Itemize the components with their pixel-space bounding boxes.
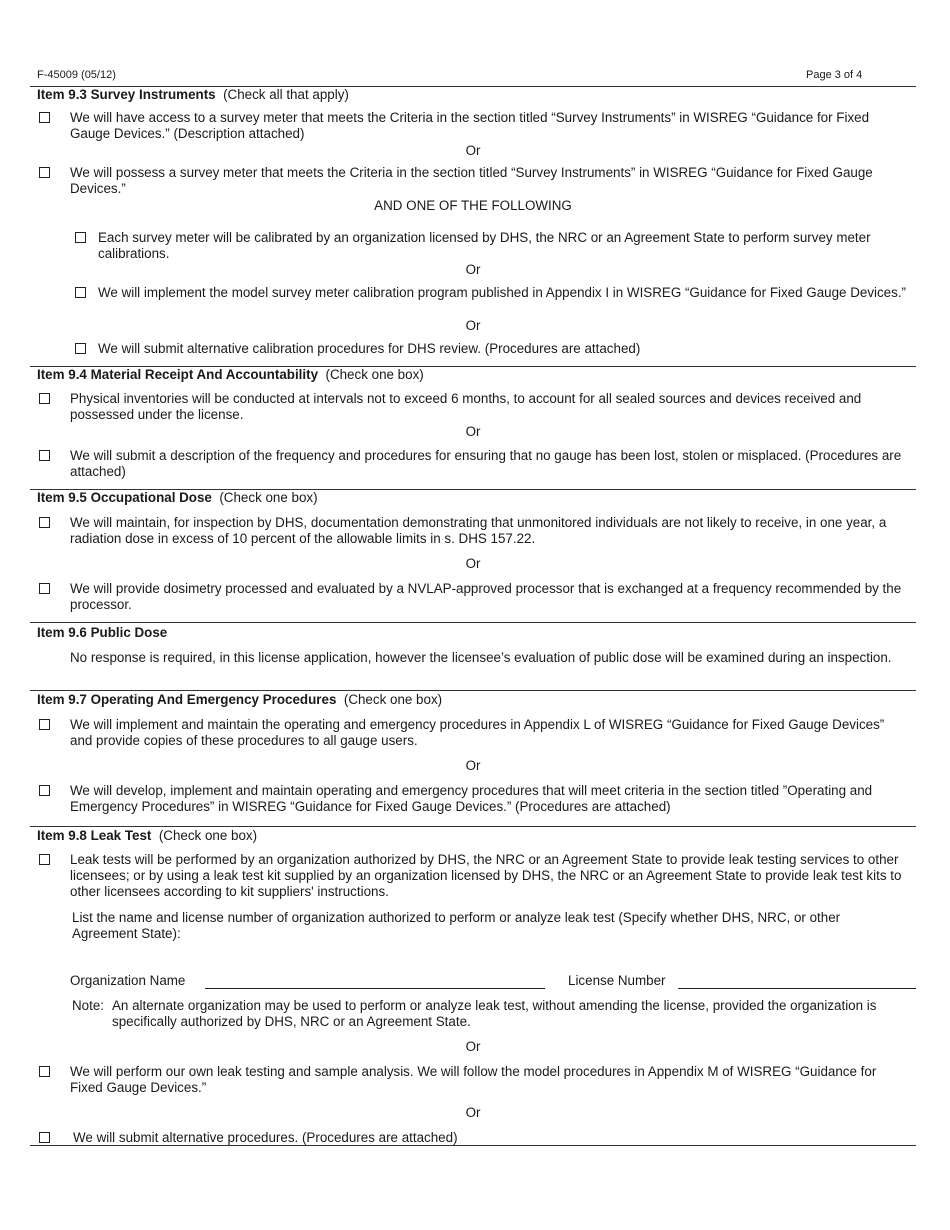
item-9-3-sub-3-checkbox[interactable] <box>75 343 86 354</box>
item-9-8-title: Item 9.8 Leak Test <box>37 828 152 843</box>
item-9-4-heading <box>37 367 424 383</box>
item-9-4-option-1-text: Physical inventories will be conducted at intervals not to exceed 6 months, to account for all sealed sources and devices received and possessed under the license. <box>70 391 862 422</box>
item-9-7-title: Item 9.7 Operating And Emergency Procedures <box>37 692 337 707</box>
leak-test-instructions: List the name and license number of organization authorized to perform or analyze leak test (Specify whether DHS, NRC, or other Agreement State): <box>72 910 841 941</box>
item-9-7-option-1-text: We will implement and maintain the operating and emergency procedures in Appendix L of WISREG “Guidance for Fixed Gauge Devices” and provide copies of these procedures to all gauge users. <box>70 717 885 748</box>
item-9-4-option-1-checkbox[interactable] <box>39 393 50 404</box>
item-9-3-option-1-checkbox[interactable] <box>39 112 50 123</box>
item-9-3-option-1-text: We will have access to a survey meter that meets the Criteria in the section titled “Survey Instruments” in WISREG “Guidance for Fixed Gauge Devices.” (Description attached) <box>70 110 870 141</box>
item-9-7-heading <box>37 692 442 708</box>
item-9-5-note: (Check one box) <box>219 490 318 505</box>
item-9-4-title: Item 9.4 Material Receipt And Accountability <box>37 367 319 382</box>
item-9-7-option-2-text: We will develop, implement and maintain operating and emergency procedures that will meet criteria in the section titled ”Operating and Emergency Procedures” in WISREG “Guidance for Fixed Gauge Devices.” (Procedures are attached) <box>70 783 873 814</box>
form-id: F-45009 (05/12) <box>37 69 116 81</box>
and-one-of-following: AND ONE OF THE FOLLOWING <box>374 198 572 213</box>
or-separator: Or <box>465 1039 481 1054</box>
item-9-6-heading <box>37 625 167 641</box>
item-9-3-sub-2-text: We will implement the model survey meter calibration program published in Appendix I in WISREG “Guidance for Fixed Gauge Devices.” <box>98 285 907 300</box>
item-9-3-note: (Check all that apply) <box>223 87 349 102</box>
organization-name-field[interactable] <box>205 988 545 989</box>
item-9-8-heading <box>37 828 257 844</box>
item-9-7-option-2-checkbox[interactable] <box>39 785 50 796</box>
license-number-label: License Number <box>568 973 666 988</box>
item-9-8-option-1-checkbox[interactable] <box>39 854 50 865</box>
item-9-8-option-1-text: Leak tests will be performed by an organization authorized by DHS, the NRC or an Agreement State to provide leak testing services to other licensees; or by using a leak test kit supplied by an organization licensed by DHS, the NRC or an Agreement State to provide leak test kits to other licensees according to kit suppliers' instructions. <box>70 852 902 899</box>
item-9-8-option-3-checkbox[interactable] <box>39 1132 50 1143</box>
item-9-5-title: Item 9.5 Occupational Dose <box>37 490 212 505</box>
item-9-6-text: No response is required, in this license application, however the licensee’s evaluation of public dose will be examined during an inspection. <box>70 650 892 665</box>
divider <box>30 826 916 827</box>
or-separator: Or <box>465 424 481 439</box>
or-separator: Or <box>465 758 481 773</box>
item-9-4-option-2-checkbox[interactable] <box>39 450 50 461</box>
item-9-3-option-2-checkbox[interactable] <box>39 167 50 178</box>
item-9-7-option-1-checkbox[interactable] <box>39 719 50 730</box>
divider <box>30 690 916 691</box>
item-9-3-sub-1-text: Each survey meter will be calibrated by an organization licensed by DHS, the NRC or an Agreement State to perform survey meter calibrations. <box>98 230 871 261</box>
or-separator: Or <box>465 556 481 571</box>
item-9-5-option-1-text: We will maintain, for inspection by DHS, documentation demonstrating that unmonitored individuals are not likely to receive, in one year, a radiation dose in excess of 10 percent of the allowable limits in s. DHS 157.22. <box>70 515 887 546</box>
item-9-8-option-2-checkbox[interactable] <box>39 1066 50 1077</box>
item-9-3-title: Item 9.3 Survey Instruments <box>37 87 216 102</box>
item-9-8-option-2-text: We will perform our own leak testing and sample analysis. We will follow the model procedures in Appendix M of WISREG “Guidance for Fixed Gauge Devices.” <box>70 1064 877 1095</box>
item-9-5-option-2-checkbox[interactable] <box>39 583 50 594</box>
item-9-4-note: (Check one box) <box>325 367 424 382</box>
or-separator: Or <box>465 1105 481 1120</box>
or-separator: Or <box>465 262 481 277</box>
item-9-3-sub-1-checkbox[interactable] <box>75 232 86 243</box>
license-number-field[interactable] <box>678 988 916 989</box>
item-9-5-option-2-text: We will provide dosimetry processed and evaluated by a NVLAP-approved processor that is exchanged at a frequency recommended by the processor. <box>70 581 902 612</box>
divider <box>30 1145 916 1146</box>
item-9-6-title: Item 9.6 Public Dose <box>37 625 168 640</box>
divider <box>30 622 916 623</box>
or-separator: Or <box>465 318 481 333</box>
item-9-7-note: (Check one box) <box>343 692 443 707</box>
item-9-5-heading <box>37 490 318 506</box>
page-number: Page 3 of 4 <box>806 69 863 81</box>
item-9-8-option-3-text: We will submit alternative procedures. (Procedures are attached) <box>73 1130 458 1145</box>
item-9-8-note: (Check one box) <box>158 828 258 843</box>
note-label: Note: <box>72 998 105 1013</box>
item-9-3-sub-2-checkbox[interactable] <box>75 287 86 298</box>
item-9-3-heading <box>37 87 349 103</box>
or-separator: Or <box>465 143 481 158</box>
item-9-4-option-2-text: We will submit a description of the frequency and procedures for ensuring that no gauge has been lost, stolen or misplaced. (Procedures are attached) <box>70 448 902 479</box>
item-9-3-sub-3-text: We will submit alternative calibration procedures for DHS review. (Procedures are attached) <box>98 341 641 356</box>
organization-name-label: Organization Name <box>70 973 186 988</box>
item-9-5-option-1-checkbox[interactable] <box>39 517 50 528</box>
note-text: An alternate organization may be used to perform or analyze leak test, without amending the license, provided the organization is specifically authorized by DHS, NRC or an Agreement State. <box>112 998 877 1029</box>
item-9-3-option-2-text: We will possess a survey meter that meets the Criteria in the section titled “Survey Instruments” in WISREG “Guidance for Fixed Gauge Devices.” <box>70 165 873 196</box>
